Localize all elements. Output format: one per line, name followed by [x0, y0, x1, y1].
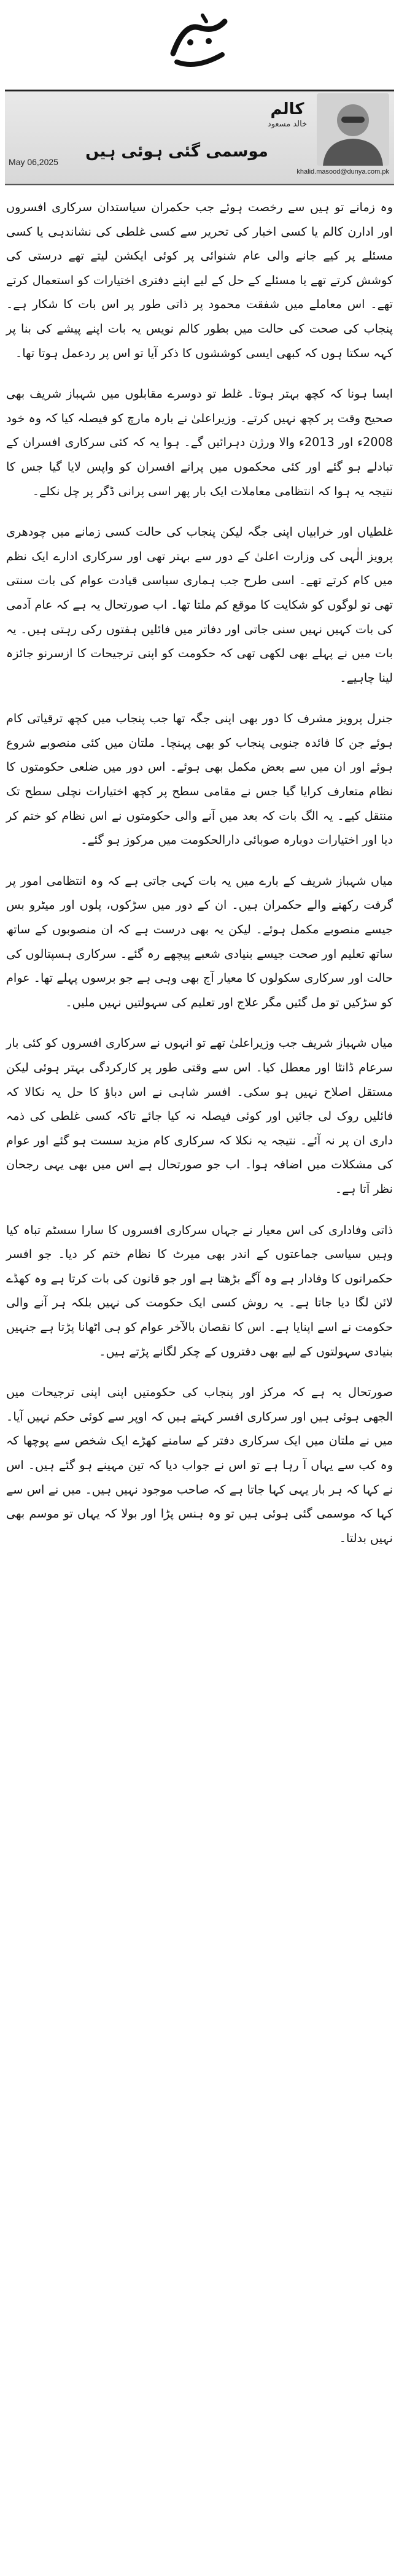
divider [5, 184, 394, 185]
paragraph: میاں شہباز شریف کے بارے میں یہ بات کہی جاتی ہے کہ وہ انتظامی امور پر گرفت رکھنے والے حکمران ہیں۔ ان کے دور میں سڑکوں، پلوں اور میٹرو بس جیسے منصوبے مکمل ہوئے۔ لیکن یہ بھی درست ہے کہ ان منصوبوں کے ساتھ ساتھ تعلیم اور صحت جیسے بنیادی شعبے پیچھے رہ گئے۔ سرکاری ہسپتالوں کی حالت اور سرکاری سکولوں کا معیار آج بھی وہی ہے جو برسوں پہلے تھا۔ عوام کو سڑکیں تو مل گئیں مگر علاج اور تعلیم کی سہولتیں نہیں ملیں۔ [6, 873, 393, 1009]
author-portrait [317, 93, 389, 166]
dunya-logo[interactable] [163, 9, 236, 76]
author-name: خالد مسعود [267, 119, 308, 129]
dunya-logo-icon [166, 10, 233, 74]
column-tag: کالم [270, 99, 304, 118]
article-body [6, 195, 393, 1567]
column-header [5, 90, 394, 182]
paragraph: جنرل پرویز مشرف کا دور بھی اپنی جگہ تھا جب پنجاب میں کچھ ترقیاتی کام ہوئے جن کا فائدہ جنوبی پنجاب کو بھی پہنچا۔ ملتان میں کئی منصوبے شروع ہوئے اور ان میں سے بعض مکمل بھی ہوئے۔ اس دور میں ضلعی حکومتوں کا نظام متعارف کرایا گیا جس نے مقامی سطح پر کچھ اختیارات نچلی سطح تک منتقل کیے۔ یہ الگ بات کہ بعد میں آنے والی حکومتوں نے اس نظام کو ختم کر دیا اور اختیارات دوبارہ صوبائی دارالحکومت میں مرکوز ہو گئے۔ [6, 711, 393, 847]
author-photo-icon [317, 93, 389, 166]
paragraph: وہ زمانے تو ہیں سے رخصت ہوئے جب حکمران سیاستدان سرکاری افسروں اور ادارن کالم یا کسی اخبار کی تحریر سے کسی غلطی کی نشاندہی یا کسی مسئلے پر کیے جانے والی عام شنوائی پر کوئی ایکشن لیتے تھے درستی کی کوشش کرتے تھے یا مسئلے کے حل کے لیے اپنے دفتری اختیارات کو استعمال کرتے تھے۔ اس معاملے میں شفقت محمود پر ذاتی طور پر اس بات کا شکار ہے۔ پنجاب کی صحت کی حالت میں بطور کالم نویس یہ بات اپنے پیشے کی بنا پر کہہ سکتا ہوں کہ کبھی ایسی کوششوں کا ذکر آیا تو اس پر ردعمل ہوتا تھا۔ [6, 200, 393, 360]
masthead [0, 0, 399, 85]
publish-date: May 06,2025 [9, 157, 58, 167]
paragraph: میاں شہباز شریف جب وزیراعلیٰ تھے تو انہوں نے سرکاری افسروں کو کئی بار سرعام ڈانٹا اور معطل کیا۔ اس سے وقتی طور پر کارکردگی بہتر ہوئی لیکن مستقل اصلاح نہیں ہو سکی۔ افسر شاہی نے اس دباؤ کا حل یہ نکالا کہ فائلیں روک لی جائیں اور کوئی فیصلہ نہ کیا جائے تاکہ کسی غلطی کی ذمہ داری ان پر نہ آئے۔ نتیجہ یہ نکلا کہ سرکاری کام مزید سست ہو گئے اور عوام کی مشکلات میں اضافہ ہوا۔ اب جو صورتحال ہے اس میں بھی یہی رجحان نظر آتا ہے۔ [6, 1036, 393, 1196]
paragraph: غلطیاں اور خرابیاں اپنی جگہ لیکن پنجاب کی حالت کسی زمانے میں چودھری پرویز الٰہی کی وزارت اعلیٰ کے دور سے بہتر تھی اور سرکاری ادارے ایک نظم میں کام کرتے تھے۔ اسی طرح جب ہماری سیاسی قیادت عوام کی بات سنتی تھی تو لوگوں کو شکایت کا موقع کم ملتا تھا۔ اب صورتحال یہ ہے کہ عام آدمی کی بات کہیں نہیں سنی جاتی اور دفاتر میں فائلیں ہفتوں رکی رہتی ہیں۔ یہ بات میں نے پہلے بھی لکھی تھی کہ حکومت کو اپنی ترجیحات کا ازسرنو جائزہ لینا چاہیے۔ [6, 525, 393, 685]
paragraph: ایسا ہونا کہ کچھ بہتر ہوتا۔ غلط تو دوسرے مقابلوں میں شہباز شریف بھی صحیح وقت پر کچھ نہیں کرتے۔ وزیراعلیٰ نے بارہ مارچ کو فیصلہ کیا کہ وہ خود 2008ء اور 2013ء والا ورژن دہرائیں گے۔ ہوا یہ کہ کئی سرکاری افسران کے تبادلے ہو گئے اور کئی محکموں میں پرانے افسران کو واپس لایا گیا جس کا نتیجہ یہ ہوا کہ انتظامی معاملات ایک بار پھر اسی پرانی ڈگر پر چل نکلے۔ [6, 387, 393, 498]
paragraph: صورتحال یہ ہے کہ مرکز اور پنجاب کی حکومتیں اپنی اپنی ترجیحات میں الجھی ہوئی ہیں اور سرکاری افسر کہتے ہیں کہ اوپر سے کوئی حکم نہیں آیا۔ میں نے ملتان میں ایک سرکاری دفتر کے سامنے کھڑے ایک شخص سے پوچھا کہ وہ کب سے یہاں آ رہا ہے تو اس نے جواب دیا کہ تین مہینے ہو گئے ہیں۔ اس نے کہا کہ ہر بار یہی کہا جاتا ہے کہ صاحب موجود نہیں ہیں۔ میں نے اس سے کہا کہ موسمی گئی ہوئی ہیں تو وہ ہنس پڑا اور بولا کہ یہاں تو موسم بھی نہیں بدلتا۔ [6, 1385, 393, 1545]
article-headline: موسمی گئی ہوئی ہیں [85, 142, 268, 161]
paragraph: ذاتی وفاداری کی اس معیار نے جہاں سرکاری افسروں کا سارا سسٹم تباہ کیا وہیں سیاسی جماعتوں کے اندر بھی میرٹ کا نظام ختم کر دیا۔ جو افسر حکمرانوں کا وفادار ہے وہ آگے بڑھتا ہے اور جو قانون کی بات کرتا ہے وہ کھڈے لائن لگا دیا جاتا ہے۔ یہ روش کسی ایک حکومت کی نہیں بلکہ ہر آنے والی حکومت نے اسے اپنایا ہے۔ اس کا نقصان بالآخر عوام کو ہی اٹھانا پڑتا ہے جنہیں بنیادی سہولتوں کے لیے بھی دفتروں کے چکر لگانے پڑتے ہیں۔ [6, 1222, 393, 1359]
author-email[interactable]: khalid.masood@dunya.com.pk [296, 168, 389, 175]
author-tag [263, 97, 312, 131]
